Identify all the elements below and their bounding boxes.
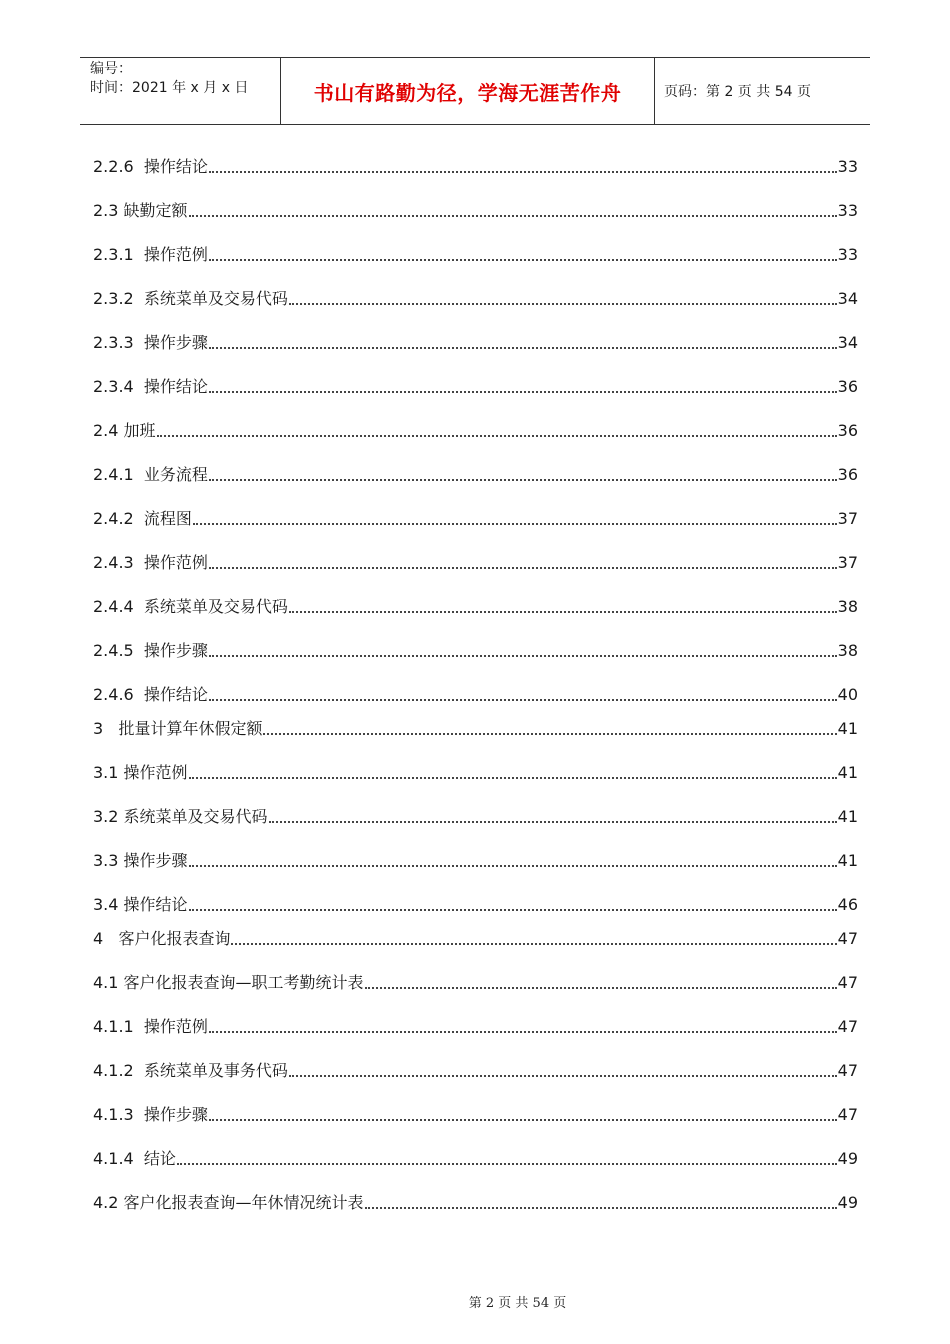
toc-entry-page-number: 40 xyxy=(837,685,858,704)
toc-entry-page-number: 33 xyxy=(837,245,858,264)
toc-entry[interactable] xyxy=(93,891,858,915)
toc-dot-leader xyxy=(189,215,837,217)
toc-entry-page-number: 47 xyxy=(837,1105,858,1124)
toc-entry-page-number: 41 xyxy=(837,719,858,738)
toc-entry-page-number: 33 xyxy=(837,157,858,176)
toc-entry[interactable] xyxy=(93,1145,858,1169)
toc-entry-title: 2.3 缺勤定额 xyxy=(93,201,188,220)
toc-entry-title: 3.1 操作范例 xyxy=(93,763,188,782)
toc-dot-leader xyxy=(209,567,837,569)
toc-entry-page-number: 36 xyxy=(837,421,858,440)
toc-entry-page-number: 41 xyxy=(837,807,858,826)
toc-entry[interactable] xyxy=(93,803,858,827)
header-meta xyxy=(80,58,281,124)
toc-dot-leader xyxy=(209,171,837,173)
toc-entry-page-number: 34 xyxy=(837,333,858,352)
toc-entry[interactable] xyxy=(93,1101,858,1125)
toc-dot-leader xyxy=(189,909,837,911)
toc-entry[interactable] xyxy=(93,241,858,265)
toc-entry-title: 2.3.2 系统菜单及交易代码 xyxy=(93,289,288,308)
toc-entry-page-number: 49 xyxy=(837,1193,858,1212)
toc-entry[interactable] xyxy=(93,1013,858,1037)
toc-entry-title: 4 客户化报表查询 xyxy=(93,929,231,948)
page-header xyxy=(80,57,870,125)
toc-dot-leader xyxy=(231,943,836,945)
toc-entry[interactable] xyxy=(93,847,858,871)
toc-dot-leader xyxy=(365,987,837,989)
toc-entry[interactable] xyxy=(93,1057,858,1081)
toc-entry-page-number: 36 xyxy=(837,377,858,396)
toc-entry-title: 4.2 客户化报表查询—年休情况统计表 xyxy=(93,1193,364,1212)
toc-entry[interactable] xyxy=(93,637,858,661)
toc-entry[interactable] xyxy=(93,285,858,309)
toc-entry-page-number: 36 xyxy=(837,465,858,484)
toc-dot-leader xyxy=(289,611,837,613)
toc-entry-title: 4.1 客户化报表查询—职工考勤统计表 xyxy=(93,973,364,992)
toc-dot-leader xyxy=(365,1207,837,1209)
toc-entry-title: 3.4 操作结论 xyxy=(93,895,188,914)
toc-dot-leader xyxy=(189,865,837,867)
toc-entry-title: 2.4.6 操作结论 xyxy=(93,685,208,704)
toc-dot-leader xyxy=(209,699,837,701)
toc-dot-leader xyxy=(263,733,836,735)
toc-entry-page-number: 46 xyxy=(837,895,858,914)
toc-entry[interactable] xyxy=(93,1189,858,1213)
toc-entry[interactable] xyxy=(93,759,858,783)
page-footer: 第 2 页 共 54 页 xyxy=(468,1296,567,1311)
toc-dot-leader xyxy=(209,655,837,657)
toc-dot-leader xyxy=(157,435,837,437)
toc-dot-leader xyxy=(269,821,837,823)
toc-entry-title: 2.3.4 操作结论 xyxy=(93,377,208,396)
toc-dot-leader xyxy=(209,1119,837,1121)
toc-entry-title: 2.2.6 操作结论 xyxy=(93,157,208,176)
toc-entry-page-number: 41 xyxy=(837,851,858,870)
toc-entry[interactable] xyxy=(93,373,858,397)
toc-entry-page-number: 41 xyxy=(837,763,858,782)
toc-entry[interactable] xyxy=(93,925,858,949)
toc-entry[interactable] xyxy=(93,505,858,529)
header-page-info: 页码：第 2 页 共 54 页 xyxy=(664,84,811,100)
toc-entry-title: 2.4.1 业务流程 xyxy=(93,465,208,484)
toc-dot-leader xyxy=(209,347,837,349)
toc-entry[interactable] xyxy=(93,153,858,177)
toc-entry-page-number: 47 xyxy=(837,929,858,948)
toc-entry[interactable] xyxy=(93,197,858,221)
toc-entry-title: 2.4.4 系统菜单及交易代码 xyxy=(93,597,288,616)
toc-entry[interactable] xyxy=(93,461,858,485)
toc-entry-page-number: 47 xyxy=(837,1061,858,1080)
toc-dot-leader xyxy=(177,1163,837,1165)
toc-entry-title: 2.3.3 操作步骤 xyxy=(93,333,208,352)
toc-entry[interactable] xyxy=(93,969,858,993)
header-motto: 书山有路勤为径，学海无涯苦作舟 xyxy=(281,58,655,124)
toc-dot-leader xyxy=(193,523,837,525)
toc-entry-title: 2.4.3 操作范例 xyxy=(93,553,208,572)
toc-entry-title: 4.1.3 操作步骤 xyxy=(93,1105,208,1124)
toc-dot-leader xyxy=(209,391,837,393)
toc-entry[interactable] xyxy=(93,715,858,739)
toc-entry-title: 2.4 加班 xyxy=(93,421,156,440)
toc-entry-page-number: 38 xyxy=(837,597,858,616)
toc-dot-leader xyxy=(289,303,837,305)
toc-entry-page-number: 34 xyxy=(837,289,858,308)
toc-entry-page-number: 47 xyxy=(837,1017,858,1036)
toc-entry[interactable] xyxy=(93,329,858,353)
toc-dot-leader xyxy=(209,259,837,261)
toc-entry-page-number: 38 xyxy=(837,641,858,660)
toc-dot-leader xyxy=(209,1031,837,1033)
toc-entry[interactable] xyxy=(93,593,858,617)
toc-entry-title: 3.2 系统菜单及交易代码 xyxy=(93,807,268,826)
toc-entry[interactable] xyxy=(93,681,858,705)
toc-entry-page-number: 49 xyxy=(837,1149,858,1168)
toc-entry-title: 4.1.4 结论 xyxy=(93,1149,176,1168)
toc-dot-leader xyxy=(189,777,837,779)
toc-entry-page-number: 37 xyxy=(837,509,858,528)
toc-dot-leader xyxy=(209,479,837,481)
toc-entry-title: 4.1.2 系统菜单及事务代码 xyxy=(93,1061,288,1080)
toc-entry-page-number: 33 xyxy=(837,201,858,220)
toc-entry-title: 2.3.1 操作范例 xyxy=(93,245,208,264)
toc-entry-page-number: 47 xyxy=(837,973,858,992)
toc-entry-title: 4.1.1 操作范例 xyxy=(93,1017,208,1036)
document-date: 时间：2021 年 x 月 x 日 xyxy=(90,80,249,96)
toc-entry[interactable] xyxy=(93,417,858,441)
toc-entry-title: 2.4.2 流程图 xyxy=(93,509,192,528)
toc-entry-title: 3 批量计算年休假定额 xyxy=(93,719,263,738)
toc-entry-title: 2.4.5 操作步骤 xyxy=(93,641,208,660)
toc-entry[interactable] xyxy=(93,549,858,573)
toc-entry-page-number: 37 xyxy=(837,553,858,572)
toc-dot-leader xyxy=(289,1075,837,1077)
document-code-label: 编号： xyxy=(90,61,132,77)
toc-entry-title: 3.3 操作步骤 xyxy=(93,851,188,870)
